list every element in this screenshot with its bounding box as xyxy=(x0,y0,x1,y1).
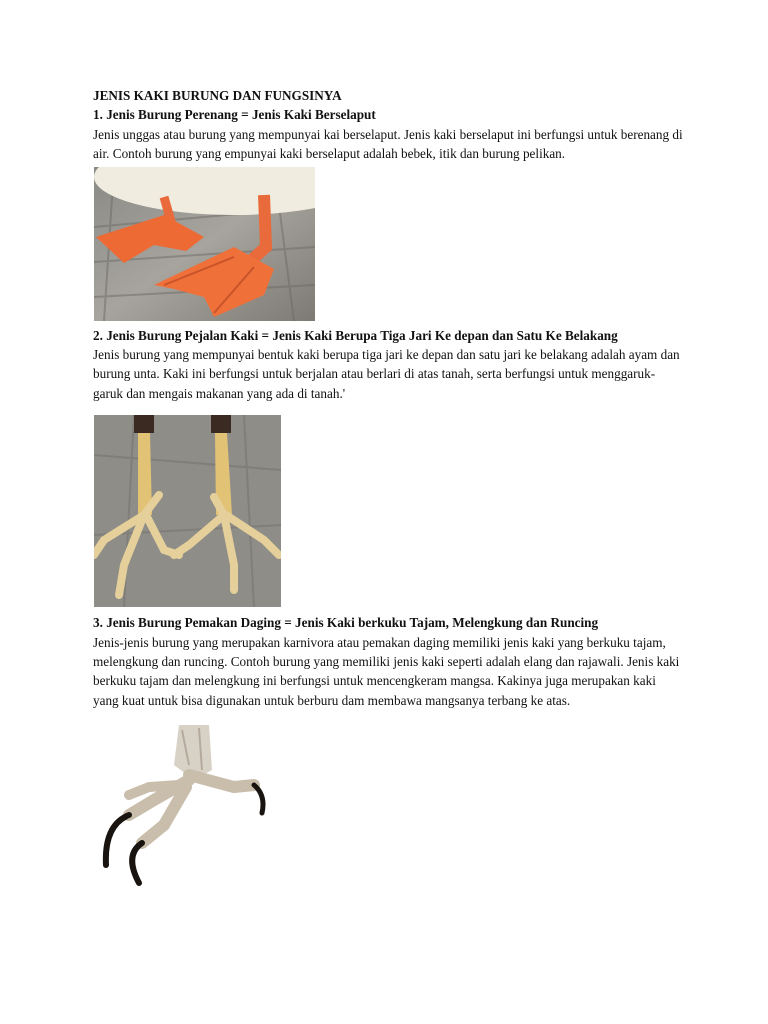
section-1-heading: 1. Jenis Burung Perenang = Jenis Kaki Berselaput xyxy=(93,107,376,123)
section-2-body: Jenis burung yang mempunyai bentuk kaki berupa tiga jari ke depan dan satu jari ke belakang adalah ayam dan burung unta. Kaki ini berfungsi untuk berjalan atau berlari di atas tanah, serta berfungsi untuk menggaruk-garuk dan mengais makanan yang ada di tanah.' xyxy=(93,347,680,401)
eagle-claw-image xyxy=(94,725,269,890)
document-title: JENIS KAKI BURUNG DAN FUNGSINYA xyxy=(93,88,342,103)
section-3-heading: 3. Jenis Burung Pemakan Daging = Jenis Kaki berkuku Tajam, Melengkung dan Runcing xyxy=(93,615,599,631)
section-1-body: Jenis unggas atau burung yang mempunyai kai berselaput. Jenis kaki berselaput ini berfungsi untuk berenang di air. Contoh burung yang empunyai kaki berselaput adalah bebek, itik dan burung pelikan. xyxy=(93,126,683,162)
section-3-body: Jenis-jenis burung yang merupakan karnivora atau pemakan daging memiliki jenis kaki yang berkuku tajam, melengkung dan runcing. Contoh burung yang memiliki jenis kaki seperti adalah elang dan rajawali. Jenis kaki berkuku tajam dan melengkung ini berfungsi untuk mencengkeram mangsa. Kakinya juga merupakan kaki yang kuat untuk bisa digunakan untuk berburu dam membawa mangsanya terbang ke atas. xyxy=(93,634,680,708)
chicken-feet-image xyxy=(94,415,281,607)
section-2-heading: 2. Jenis Burung Pejalan Kaki = Jenis Kaki Berupa Tiga Jari Ke depan dan Satu Ke Belakang xyxy=(93,327,618,343)
document-page xyxy=(93,86,683,890)
duck-feet-image xyxy=(94,167,315,321)
